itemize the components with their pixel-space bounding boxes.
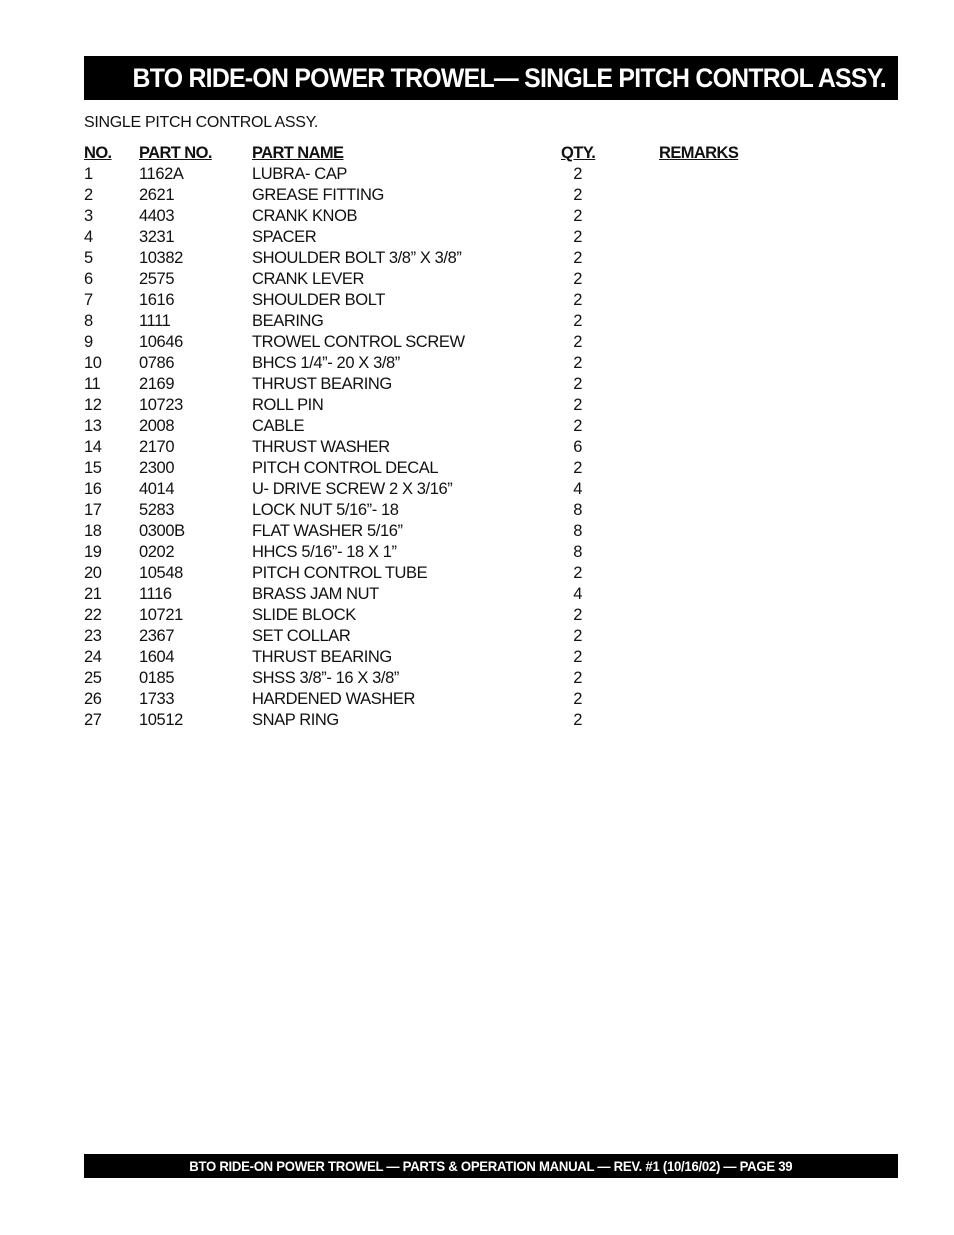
cell-part-no: 2367: [139, 627, 175, 645]
cell-part-name: SET COLLAR: [252, 627, 351, 645]
cell-no: 6: [84, 270, 93, 288]
cell-qty: 4: [573, 585, 582, 603]
cell-qty: 2: [573, 312, 582, 330]
cell-qty: 2: [573, 627, 582, 645]
cell-part-name: BRASS JAM NUT: [252, 585, 379, 603]
table-row: [84, 395, 784, 416]
cell-part-name: BHCS 1/4”- 20 X 3/8”: [252, 354, 400, 372]
cell-no: 11: [84, 375, 101, 393]
cell-no: 12: [84, 396, 102, 414]
cell-part-no: 2300: [139, 459, 175, 477]
cell-part-no: 4403: [139, 207, 175, 225]
cell-no: 10: [84, 354, 102, 372]
cell-qty: 2: [573, 165, 582, 183]
table-row: [84, 500, 784, 521]
cell-qty: 2: [573, 270, 582, 288]
table-row: [84, 374, 784, 395]
cell-part-no: 10548: [139, 564, 183, 582]
cell-qty: 2: [573, 249, 582, 267]
cell-no: 7: [84, 291, 93, 309]
cell-no: 27: [84, 711, 102, 729]
cell-no: 26: [84, 690, 102, 708]
cell-part-name: SHOULDER BOLT: [252, 291, 385, 309]
page-title: BTO RIDE-ON POWER TROWEL— SINGLE PITCH CONTROL ASSY.: [132, 62, 886, 93]
table-row: [84, 248, 784, 269]
cell-part-no: 2169: [139, 375, 175, 393]
footer-text: BTO RIDE-ON POWER TROWEL — PARTS & OPERATION MANUAL — REV. #1 (10/16/02) — PAGE 39: [189, 1158, 793, 1174]
cell-part-no: 1616: [139, 291, 175, 309]
cell-qty: 2: [573, 291, 582, 309]
cell-qty: 2: [573, 417, 582, 435]
cell-no: 24: [84, 648, 102, 666]
cell-part-no: 5283: [139, 501, 175, 519]
cell-no: 25: [84, 669, 102, 687]
table-row: [84, 269, 784, 290]
table-row: [84, 164, 784, 185]
cell-part-no: 1604: [139, 648, 175, 666]
cell-part-no: 2008: [139, 417, 175, 435]
cell-no: 15: [84, 459, 102, 477]
cell-no: 20: [84, 564, 102, 582]
cell-qty: 2: [573, 375, 582, 393]
cell-qty: 2: [573, 606, 582, 624]
table-row: [84, 668, 784, 689]
parts-table: [84, 143, 784, 731]
cell-no: 17: [84, 501, 102, 519]
cell-qty: 2: [573, 459, 582, 477]
cell-part-name: TROWEL CONTROL SCREW: [252, 333, 465, 351]
cell-part-name: ROLL PIN: [252, 396, 324, 414]
column-header-no: NO.: [84, 144, 112, 162]
cell-qty: 2: [573, 396, 582, 414]
table-row: [84, 626, 784, 647]
table-row: [84, 185, 784, 206]
cell-qty: 2: [573, 207, 582, 225]
table-row: [84, 416, 784, 437]
cell-part-no: 10512: [139, 711, 183, 729]
cell-qty: 2: [573, 186, 582, 204]
cell-no: 14: [84, 438, 102, 456]
table-row: [84, 710, 784, 731]
cell-qty: 2: [573, 228, 582, 246]
table-row: [84, 353, 784, 374]
cell-no: 18: [84, 522, 102, 540]
cell-part-no: 2575: [139, 270, 175, 288]
cell-part-name: PITCH CONTROL DECAL: [252, 459, 439, 477]
cell-qty: 2: [573, 711, 582, 729]
table-row: [84, 479, 784, 500]
cell-part-name: CABLE: [252, 417, 305, 435]
cell-part-name: LOCK NUT 5/16”- 18: [252, 501, 399, 519]
cell-part-name: THRUST BEARING: [252, 648, 392, 666]
cell-part-no: 2621: [139, 186, 175, 204]
cell-no: 23: [84, 627, 102, 645]
cell-part-no: 10646: [139, 333, 183, 351]
cell-qty: 8: [573, 543, 582, 561]
table-row: [84, 227, 784, 248]
table-row: [84, 689, 784, 710]
table-row: [84, 584, 784, 605]
cell-part-name: THRUST WASHER: [252, 438, 390, 456]
cell-no: 13: [84, 417, 102, 435]
cell-part-no: 10721: [139, 606, 183, 624]
cell-no: 8: [84, 312, 93, 330]
cell-no: 1: [84, 165, 93, 183]
cell-part-name: HHCS 5/16”- 18 X 1”: [252, 543, 397, 561]
cell-no: 5: [84, 249, 93, 267]
cell-part-name: FLAT WASHER 5/16”: [252, 522, 403, 540]
cell-part-no: 0300B: [139, 522, 185, 540]
table-row: [84, 458, 784, 479]
column-header-part-no: PART NO.: [139, 144, 212, 162]
cell-part-no: 1733: [139, 690, 175, 708]
column-header-part-name: PART NAME: [252, 144, 344, 162]
cell-part-name: HARDENED WASHER: [252, 690, 415, 708]
cell-qty: 6: [573, 438, 582, 456]
column-header-qty: QTY.: [561, 144, 596, 162]
cell-part-no: 4014: [139, 480, 175, 498]
table-row: [84, 605, 784, 626]
table-row: [84, 563, 784, 584]
cell-no: 19: [84, 543, 102, 561]
section-subtitle: SINGLE PITCH CONTROL ASSY.: [84, 114, 319, 131]
cell-qty: 2: [573, 669, 582, 687]
table-row: [84, 647, 784, 668]
table-row: [84, 332, 784, 353]
cell-part-name: SPACER: [252, 228, 317, 246]
table-row: [84, 437, 784, 458]
cell-part-no: 1111: [139, 312, 171, 330]
cell-qty: 2: [573, 564, 582, 582]
cell-no: 21: [84, 585, 102, 603]
cell-part-no: 0202: [139, 543, 175, 561]
cell-part-name: GREASE FITTING: [252, 186, 384, 204]
cell-qty: 2: [573, 354, 582, 372]
cell-part-name: CRANK LEVER: [252, 270, 365, 288]
cell-part-name: SNAP RING: [252, 711, 339, 729]
table-body: [84, 164, 784, 731]
cell-qty: 8: [573, 501, 582, 519]
cell-part-name: U- DRIVE SCREW 2 X 3/16”: [252, 480, 453, 498]
cell-qty: 4: [573, 480, 582, 498]
cell-part-no: 3231: [139, 228, 175, 246]
cell-no: 16: [84, 480, 102, 498]
table-row: [84, 521, 784, 542]
cell-qty: 2: [573, 333, 582, 351]
cell-part-name: PITCH CONTROL TUBE: [252, 564, 428, 582]
cell-qty: 2: [573, 690, 582, 708]
cell-part-name: CRANK KNOB: [252, 207, 358, 225]
cell-part-name: SHOULDER BOLT 3/8” X 3/8”: [252, 249, 462, 267]
cell-part-no: 0786: [139, 354, 175, 372]
cell-part-no: 2170: [139, 438, 175, 456]
table-header: [84, 143, 784, 164]
cell-qty: 2: [573, 648, 582, 666]
cell-part-no: 1162A: [139, 165, 184, 183]
cell-part-no: 10382: [139, 249, 183, 267]
cell-part-name: LUBRA- CAP: [252, 165, 348, 183]
cell-no: 9: [84, 333, 93, 351]
cell-part-no: 0185: [139, 669, 175, 687]
table-row: [84, 311, 784, 332]
column-header-remarks: REMARKS: [659, 144, 739, 162]
cell-no: 22: [84, 606, 102, 624]
cell-part-name: SHSS 3/8”- 16 X 3/8”: [252, 669, 399, 687]
page-title-bar: [84, 56, 898, 100]
cell-no: 4: [84, 228, 93, 246]
cell-part-no: 10723: [139, 396, 183, 414]
table-row: [84, 206, 784, 227]
table-row: [84, 290, 784, 311]
cell-part-name: SLIDE BLOCK: [252, 606, 356, 624]
cell-part-name: THRUST BEARING: [252, 375, 392, 393]
cell-no: 3: [84, 207, 93, 225]
cell-part-no: 1116: [139, 585, 172, 603]
table-row: [84, 542, 784, 563]
cell-qty: 8: [573, 522, 582, 540]
footer-bar: [84, 1154, 898, 1178]
cell-part-name: BEARING: [252, 312, 324, 330]
cell-no: 2: [84, 186, 93, 204]
